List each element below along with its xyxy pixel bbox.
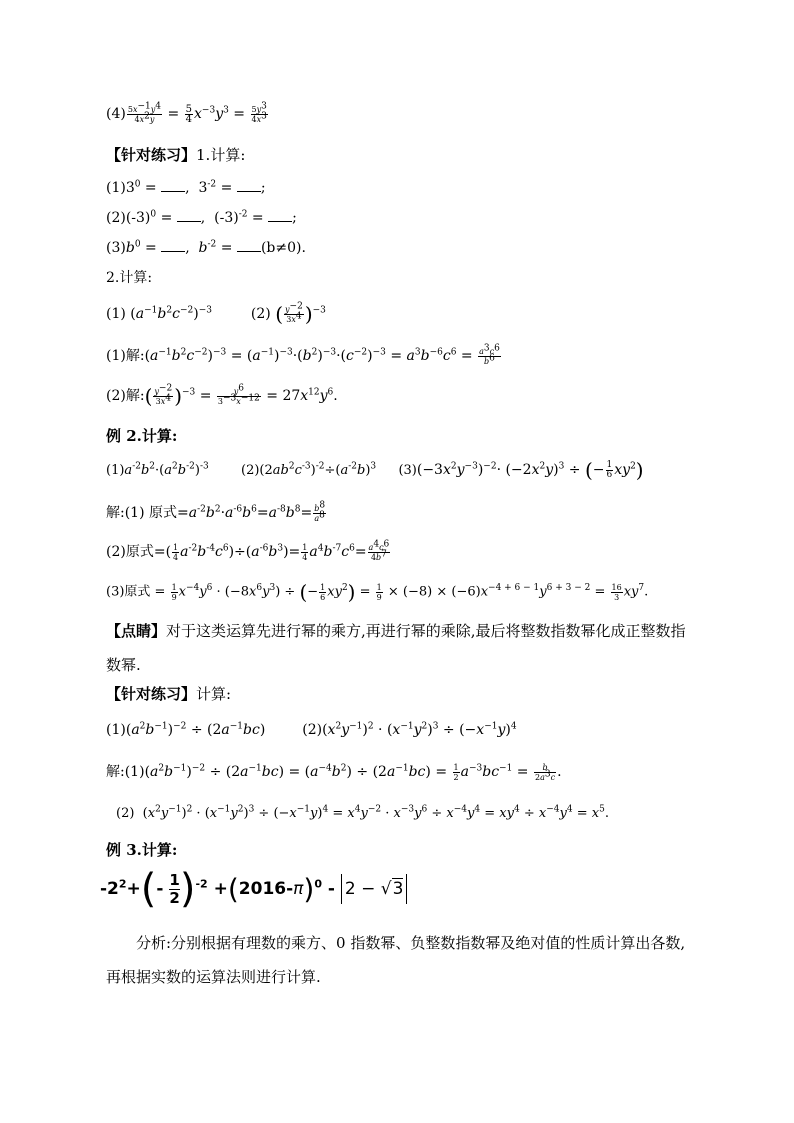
solution-label: (3)原式 = — [106, 584, 170, 600]
practice-1-item-3: $(3)b^0$ = , $b^{-2} = (b\ne 0)$. — [106, 239, 306, 256]
tip-label: 【点睛】 — [106, 622, 167, 640]
practice-1-item-1: $(1)3^0$ = , $3^{-2}$ = ; — [106, 179, 266, 196]
item-label: (3) — [398, 463, 417, 478]
exercise-2-title: 2.计算: — [106, 270, 153, 286]
analysis-paragraph: 分析:分别根据有理数的乘方、0 指数幂、负整数指数幂及绝对值的性质计算出各数,再根据实数的运算法则进行计算. — [106, 934, 686, 986]
example-2-questions: $(1)a^{-2}b^2\cdot(a^2b^{-2})^{-3}$ $(2)(2ab^2c^{-3})^{-2}\div(a^{-2}b)^3$ $(3)(-3x^2y^{-3})^{-2}\cdot (-2x^2y)^3$ ÷ (− $\frac{1}{6}$ $xy^2$) — [106, 458, 644, 482]
variable-x: x — [194, 106, 202, 122]
answer-blank — [268, 209, 292, 222]
step-4-line: (4) $\frac{5x^{-1}y^4}{4x^2y}$ = $\frac{5}{4}$ $x^{-3}y^3$ = $\frac{5y^3}{4x^3}$ — [106, 100, 267, 125]
solution-label: 解:(1) 原式= — [106, 505, 189, 521]
example-2-solution-1: 解:(1) 原式$=a^{-2}b^2\cdot a^{-6}b^6=a^{-8}b^8=$ $\frac{b^8}{a^8}$ — [106, 499, 326, 523]
item-label: (2) — [241, 463, 260, 478]
practice-label: 【针对练习】 — [106, 146, 197, 164]
answer-blank — [161, 179, 185, 192]
practice-2-solution-2: (2) $(x^2y^{-1})^2 \cdot (x^{-1}y^2)^3 \div (-x^{-1}y)^4 = x^4y^{-2} \cdot x^{-3}y^6 \div x^{-4}y^4 = xy^4 \div x^{-4}y^4 = x^5$. — [116, 804, 609, 821]
practice-1-heading — [106, 145, 245, 165]
solution-label: (2)解: — [106, 388, 145, 404]
answer-blank — [237, 239, 261, 252]
exercise-2-solution-1: (1)解$:(a^{-1}b^2c^{-2})^{-3} = (a^{-1})^{-3}\cdot(b^2)^{-3}\cdot(c^{-2})^{-3} = a^3b^{-6}c^6$ = $\frac{a^3c^6}{b^6}$ — [106, 342, 500, 366]
answer-blank — [161, 239, 185, 252]
practice-2-heading — [106, 684, 231, 704]
example-2-solution-3: (3)原式 = $\frac{1}{9}$ $x^{-4}y^6 \cdot (-8x^6y^3)$ ÷ (− $\frac{1}{6}$ $xy^2$) = $\frac{1}{9}$ × $(-8) \times (-6)x^{-4 + 6 - 1}y^{6 + 3 - 2}$ = $\frac{16}{3}$ $xy^7$. — [106, 580, 649, 604]
practice-title: 1.计算: — [196, 146, 246, 164]
absolute-value: 2 − √3 — [341, 874, 408, 904]
solution-label: (2) — [116, 806, 135, 821]
item-label: (2)(-3) — [106, 210, 151, 226]
item-label: (1) — [106, 463, 125, 478]
exercise-2-solution-2: (2)解:( $\frac{y^{-2}}{3x^4}$ )$^{-3}$ = $\frac{y^6}{3^{-3}x^{-12}}$ = $27x^{12}y^6$. — [106, 382, 338, 408]
example-2-title: 例 2.计算: — [106, 427, 178, 445]
item-label: (1)3 — [106, 180, 135, 196]
answer-blank — [237, 179, 261, 192]
practice-2-solution-1: 解$:(1)(a^2b^{-1})^{-2} \div (2a^{-1}bc) = (a^{-4}b^2) \div (2a^{-1}bc)$ = $\frac{1}{2}$ $a^{-3}bc^{-1}$ = $\frac{b}{2a^3c}$ . — [106, 762, 562, 782]
item-label: (1) — [106, 722, 126, 738]
practice-1-item-2: $(2)(-3)^0$ = , $(-3)^{-2}$ = ; — [106, 209, 297, 226]
example-3-title: 例 3.计算: — [106, 841, 178, 859]
exercise-2-questions: (1) $(a^{-1}b^2c^{-2})^{-3}$ (2) ( $\frac{y^{-2}}{3x^4}$ )$^{-3}$ — [106, 300, 326, 326]
tip-paragraph — [106, 614, 696, 682]
practice-label: 【针对练习】 — [106, 685, 197, 703]
item-label: (1) — [106, 306, 126, 322]
tip-text: 对于这类运算先进行幂的乘方,再进行幂的乘除,最后将整数指数幂化成正整数指数幂. — [106, 622, 686, 674]
solution-label: (2)原式= — [106, 544, 166, 560]
example-3-expression: $-2^2+(-$ $\frac{1}{2}$ )$^{-2} +(2016-\pi)^0 - 2 - √3$ — [100, 866, 407, 912]
practice-2-questions: $(1)(a^2b^{-1})^{-2} \div (2a^{-1}bc) (2)(x^2y^{-1})^2 \cdot (x^{-1}y^2)^3 \div (-x^{-1}y)^4$ — [106, 721, 517, 738]
solution-label: (1)解: — [106, 348, 145, 364]
item-label: (2) — [302, 722, 323, 738]
practice-title: 计算: — [196, 685, 232, 703]
step-label: (4) — [106, 106, 126, 122]
condition-text: (b≠0). — [260, 240, 306, 256]
item-label: (3) — [106, 240, 126, 256]
solution-label: 解:(1) — [106, 764, 145, 780]
example-2-solution-2: (2)原式=( $\frac{1}{4}$ $a^{-2}b^{-4}c^6)\div(a^{-6}b^3)=$ $\frac{1}{4}$ $a^4b^{-7}c^6=$ $\frac{a^4c^6}{4b^7}$ — [106, 538, 390, 562]
year-number: 2016 — [238, 879, 287, 899]
answer-blank — [177, 209, 201, 222]
item-label: (2) — [250, 306, 271, 322]
